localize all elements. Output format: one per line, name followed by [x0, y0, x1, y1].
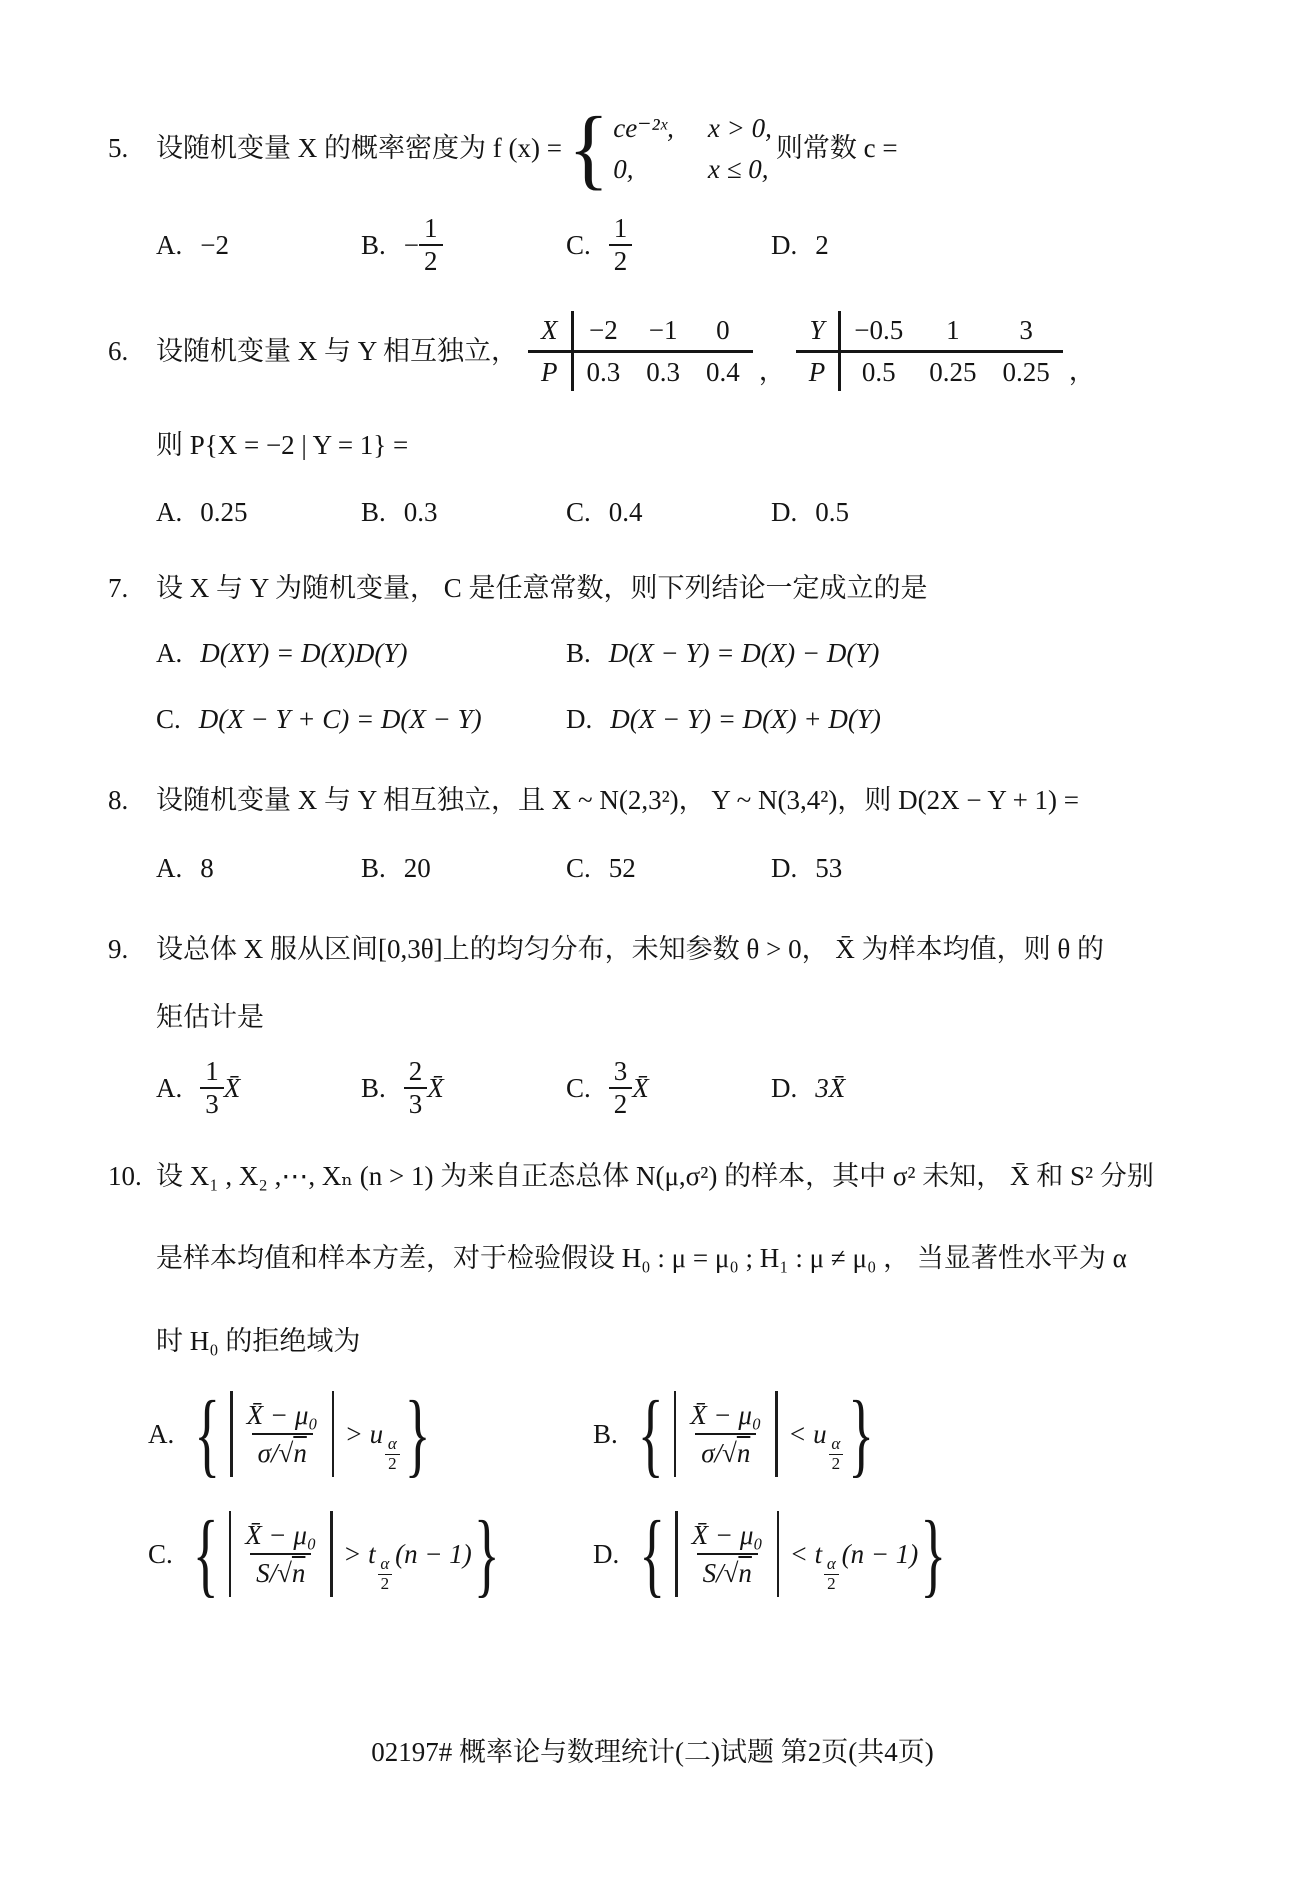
table-row: [796, 351, 1063, 391]
fraction: [609, 213, 633, 277]
sub-numerator: α: [380, 1554, 390, 1574]
option-c-label: C.: [156, 704, 181, 735]
option-b-value: 20: [403, 853, 431, 884]
fraction: [241, 1399, 324, 1470]
option-a-value: D(XY) = D(X)D(Y): [200, 637, 408, 668]
fraction: [239, 1519, 322, 1590]
x-bar: X̄: [427, 1072, 444, 1103]
page-footer: 02197# 概率论与数理统计(二)试题 第2页(共4页): [371, 1737, 934, 1767]
fraction: [609, 1056, 633, 1120]
stem-text: 设 X 与 Y 为随机变量， C 是任意常数，则下列结论一定成立的是: [156, 573, 928, 604]
table-cell: 0.4: [706, 356, 740, 387]
option-d-value: 0.5: [815, 496, 849, 527]
denominator-prefix: S/√: [256, 1558, 292, 1589]
sqrt-n: n: [738, 1558, 752, 1589]
option-b-label: B.: [361, 853, 386, 884]
sub-denominator: 2: [824, 1574, 839, 1594]
stem-text: 设随机变量 X 的概率密度为 f (x) =: [156, 133, 562, 164]
comma: ，: [758, 355, 786, 386]
question-5-option-b: [361, 213, 566, 277]
table-cell: 0.5: [861, 356, 896, 387]
left-brace: {: [194, 1381, 221, 1487]
question-9-stem-line2: 矩估计是: [156, 1002, 264, 1033]
table-row: [796, 311, 1063, 351]
table-cell: P: [528, 351, 572, 391]
x-bar: X̄: [632, 1072, 649, 1103]
stem-text: 则常数 c =: [775, 133, 898, 164]
abs-bar: [332, 1391, 335, 1477]
left-brace: {: [637, 1381, 664, 1487]
rejection-region-formula: [192, 1381, 432, 1487]
question-6-options: [156, 492, 1217, 533]
question-7-options: [156, 633, 1217, 740]
question-10-options: [148, 1381, 1217, 1607]
numerator: X̄ − μ₀: [691, 1519, 763, 1550]
option-d-label: D.: [593, 1539, 620, 1570]
x-bar: X̄: [223, 1072, 241, 1103]
question-5-option-c: [566, 213, 771, 277]
case-2-condition: x ≤ 0,: [707, 153, 769, 184]
denominator: [695, 1433, 756, 1469]
option-a-label: A.: [156, 853, 183, 884]
right-brace: }: [848, 1381, 874, 1487]
question-5-option-a: [156, 213, 361, 277]
abs-bar: [674, 1391, 677, 1477]
numerator: 3: [613, 1055, 628, 1086]
option-c-value: 52: [608, 853, 636, 884]
table-cell: 0.25: [929, 356, 977, 387]
question-9-option-c: [566, 1056, 771, 1120]
question-8-options: [156, 848, 1217, 889]
denominator: 2: [609, 244, 633, 277]
option-a-value: 0.25: [200, 496, 248, 527]
rejection-region-formula: [636, 1381, 876, 1487]
question-number: 5.: [108, 133, 129, 164]
fraction: [200, 1056, 224, 1120]
question-7-option-b: [566, 633, 1217, 674]
table-cell: P: [796, 351, 840, 391]
numerator: 1: [205, 1055, 219, 1086]
option-d-value: 53: [815, 853, 843, 884]
fraction: [686, 1519, 769, 1590]
abs-bar: [675, 1511, 678, 1597]
denominator: 3: [404, 1087, 428, 1120]
question-10-stem-line3: 时 H₀ 的拒绝域为: [156, 1325, 361, 1356]
question-8-option-d: [771, 848, 1217, 889]
option-c-value: D(X − Y + C) = D(X − Y): [198, 704, 482, 735]
stem-text: 设 X₁ , X₂ ,⋯, Xₙ (n > 1) 为来自正态总体 N(μ,σ²) 的样本，其中 σ² 未知， X̄ 和 S² 分别: [156, 1160, 1154, 1191]
question-6-option-b: [361, 492, 566, 533]
question-6-option-d: [771, 492, 1217, 533]
option-a-value: −2: [200, 230, 229, 261]
option-d-label: D.: [771, 230, 798, 261]
statistic-letter: t: [814, 1539, 823, 1570]
question-6: [108, 311, 1217, 532]
case-2-value: 0,: [613, 153, 634, 184]
question-9-option-b: [361, 1056, 566, 1120]
case-1-value: ce⁻²ˣ,: [613, 113, 674, 144]
question-7: [108, 568, 1217, 740]
statistic-letter: u: [369, 1419, 384, 1450]
question-10-stem: [108, 1156, 1217, 1197]
table-cell: 0.25: [1002, 356, 1050, 387]
fraction: [404, 1056, 428, 1120]
abs-bar: [775, 1391, 778, 1477]
question-number: 10.: [108, 1160, 142, 1191]
stem-text: 设总体 X 服从区间[0,3θ]上的均匀分布，未知参数 θ > 0， X̄ 为样本均值，则 θ 的: [156, 933, 1105, 964]
sub-numerator: α: [387, 1434, 397, 1454]
option-d-value: 2: [815, 230, 829, 261]
numerator: 1: [424, 213, 438, 244]
table-row: [528, 351, 753, 391]
relation-sign: >: [346, 1419, 362, 1450]
option-b-value: D(X − Y) = D(X) − D(Y): [608, 637, 880, 668]
table-cell: 0.3: [646, 356, 680, 387]
question-10-option-b: [593, 1381, 1217, 1487]
option-c-label: C.: [148, 1539, 173, 1570]
question-8-option-b: [361, 848, 566, 889]
option-a-label: A.: [156, 1072, 183, 1103]
relation-sign: >: [344, 1539, 361, 1570]
question-7-option-d: [566, 699, 1217, 740]
question-number: 6.: [108, 336, 129, 367]
question-6-option-c: [566, 492, 771, 533]
option-c-label: C.: [566, 1072, 591, 1103]
option-b-label: B.: [566, 637, 591, 668]
sub-denominator: 2: [385, 1454, 400, 1474]
denominator-prefix: S/√: [702, 1558, 739, 1589]
option-a-label: A.: [156, 230, 183, 261]
table-cell: −2: [572, 311, 633, 351]
option-c-label: C.: [566, 496, 591, 527]
left-brace: {: [567, 97, 610, 199]
question-9-option-a: [156, 1056, 361, 1120]
question-9: [108, 929, 1217, 1120]
formula-tail: (n − 1): [841, 1539, 919, 1570]
option-b-value: 0.3: [403, 496, 438, 527]
numerator: X̄ − μ₀: [690, 1399, 762, 1430]
right-brace: }: [473, 1501, 500, 1607]
alpha-over-2-subscript: [829, 1435, 844, 1473]
question-9-options: [156, 1056, 1217, 1120]
option-c-value: 0.4: [608, 496, 643, 527]
table-cell: −1: [633, 311, 693, 351]
question-8-option-c: [566, 848, 771, 889]
fraction: [684, 1399, 767, 1470]
table-cell: 0: [693, 311, 753, 351]
fraction: [419, 213, 443, 277]
comma: ，: [1068, 355, 1096, 386]
option-d-value: D(X − Y) = D(X) + D(Y): [610, 704, 881, 735]
relation-sign: <: [789, 1419, 806, 1450]
table-cell: 0.3: [586, 356, 621, 387]
distribution-table-y: [796, 311, 1063, 391]
statistic-letter: t: [368, 1539, 376, 1570]
option-c-label: C.: [566, 230, 591, 261]
page-content: [108, 97, 1217, 1607]
left-brace: {: [192, 1501, 219, 1607]
denominator: [252, 1433, 313, 1469]
case-1-condition: x > 0,: [707, 113, 772, 144]
formula-tail: (n − 1): [395, 1539, 472, 1570]
question-6-stem: [108, 311, 1217, 391]
option-a-label: A.: [156, 637, 183, 668]
denominator: [250, 1553, 311, 1589]
distribution-table-x: [528, 311, 753, 391]
sqrt-n: n: [293, 1438, 307, 1469]
rejection-region-formula: [637, 1501, 948, 1607]
table-cell: 3: [989, 311, 1062, 351]
alpha-over-2-subscript: [824, 1555, 839, 1593]
denominator: 3: [200, 1087, 224, 1120]
abs-bar: [230, 1391, 233, 1477]
question-7-option-a: [156, 633, 566, 674]
abs-bar: [330, 1511, 333, 1597]
option-a-label: A.: [148, 1419, 175, 1450]
question-9-stem: [108, 929, 1217, 970]
piecewise-cases: [613, 110, 772, 187]
question-8-option-a: [156, 848, 361, 889]
sub-denominator: 2: [829, 1454, 844, 1474]
stem-text: 设随机变量 X 与 Y 相互独立，: [156, 336, 518, 367]
sub-numerator: α: [826, 1554, 836, 1574]
question-5-stem: [108, 97, 1217, 199]
right-brace: }: [404, 1381, 431, 1487]
numerator: 1: [613, 213, 628, 244]
abs-bar: [229, 1511, 232, 1597]
sqrt-n: n: [736, 1438, 751, 1469]
question-5-option-d: [771, 213, 1217, 277]
question-7-stem: [108, 568, 1217, 609]
question-5: [108, 97, 1217, 277]
table-cell: 1: [916, 311, 989, 351]
right-brace: }: [920, 1501, 947, 1607]
question-10-option-c: [148, 1501, 593, 1607]
numerator: 2: [408, 1055, 423, 1086]
sub-numerator: α: [831, 1434, 841, 1454]
table-row: [528, 311, 753, 351]
alpha-over-2-subscript: [385, 1435, 400, 1473]
option-c-label: C.: [566, 853, 591, 884]
question-number: 8.: [108, 784, 129, 815]
question-10-option-a: [148, 1381, 593, 1487]
option-b-label: B.: [361, 230, 386, 261]
option-a-label: A.: [156, 496, 183, 527]
stem-text: 设随机变量 X 与 Y 相互独立，且 X ~ N(2,3²)， Y ~ N(3,4²)，则 D(2X − Y + 1) =: [156, 784, 1080, 815]
denominator-prefix: σ/√: [701, 1438, 737, 1469]
question-6-stem-line2: 则 P{X = −2 | Y = 1} =: [156, 430, 409, 461]
left-brace: {: [639, 1501, 666, 1607]
option-d-label: D.: [771, 1072, 798, 1103]
table-cell: Y: [796, 311, 840, 351]
denominator: [697, 1553, 758, 1589]
statistic-letter: u: [813, 1419, 827, 1450]
option-b-label: B.: [593, 1419, 618, 1450]
question-8-stem: [108, 780, 1217, 821]
option-d-label: D.: [771, 853, 798, 884]
question-6-option-a: [156, 492, 361, 533]
table-cell: −0.5: [840, 311, 916, 351]
table-cell: X: [528, 311, 572, 351]
question-9-option-d: [771, 1056, 1217, 1120]
numerator: X̄ − μ₀: [245, 1519, 317, 1550]
question-number: 9.: [108, 933, 129, 964]
question-7-option-c: [156, 699, 566, 740]
denominator: 2: [609, 1087, 633, 1120]
option-d-value: 3X̄: [815, 1072, 846, 1103]
sub-denominator: 2: [378, 1574, 393, 1594]
question-10: [108, 1156, 1217, 1607]
question-10-option-d: [593, 1501, 1217, 1607]
numerator: X̄ − μ₀: [246, 1399, 318, 1430]
question-number: 7.: [108, 573, 129, 604]
alpha-over-2-subscript: [378, 1555, 393, 1593]
question-8: [108, 780, 1217, 889]
option-b-label: B.: [361, 496, 386, 527]
question-10-stem-line2: 是样本均值和样本方差，对于检验假设 H₀ : μ = μ₀ ; H₁ : μ ≠ μ₀ ， 当显著性水平为 α: [156, 1243, 1127, 1274]
relation-sign: <: [791, 1539, 807, 1570]
option-d-label: D.: [771, 496, 798, 527]
denominator-prefix: σ/√: [257, 1438, 294, 1469]
question-5-options: [156, 213, 1217, 277]
option-b-label: B.: [361, 1072, 386, 1103]
abs-bar: [777, 1511, 780, 1597]
option-d-label: D.: [566, 704, 593, 735]
sqrt-n: n: [291, 1558, 306, 1589]
rejection-region-formula: [191, 1501, 502, 1607]
denominator: 2: [419, 244, 443, 277]
option-a-value: 8: [200, 853, 214, 884]
minus-sign: −: [403, 230, 419, 261]
piecewise-function: [567, 97, 772, 199]
